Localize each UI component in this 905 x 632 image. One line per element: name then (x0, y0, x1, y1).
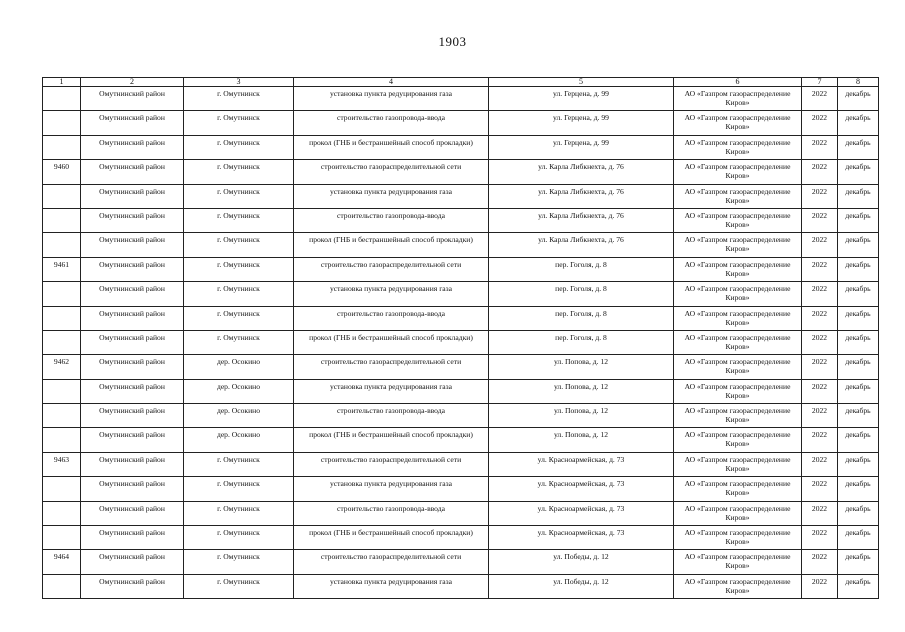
year-cell: 2022 (802, 526, 838, 550)
settlement-cell: г. Омутнинск (184, 135, 294, 159)
work-type-cell: установка пункта редуцирования газа (294, 282, 489, 306)
address-cell: ул. Попова, д. 12 (489, 404, 674, 428)
organization-cell: АО «Газпром газораспределение Киров» (674, 574, 802, 598)
month-cell: декабрь (838, 233, 879, 257)
work-type-cell: прокол (ГНБ и бестраншейный способ прокладки) (294, 428, 489, 452)
address-cell: ул. Победы, д. 12 (489, 550, 674, 574)
table-row (43, 574, 879, 598)
district-cell: Омутнинский район (81, 477, 184, 501)
district-cell: Омутнинский район (81, 111, 184, 135)
district-cell: Омутнинский район (81, 87, 184, 111)
address-cell: ул. Карла Либкнехта, д. 76 (489, 233, 674, 257)
month-cell: декабрь (838, 452, 879, 476)
work-type-cell: прокол (ГНБ и бестраншейный способ прокладки) (294, 526, 489, 550)
row-number-cell (43, 404, 81, 428)
address-cell: ул. Победы, д. 12 (489, 574, 674, 598)
settlement-cell: г. Омутнинск (184, 208, 294, 232)
organization-cell: АО «Газпром газораспределение Киров» (674, 501, 802, 525)
row-number-cell: 9464 (43, 550, 81, 574)
organization-cell: АО «Газпром газораспределение Киров» (674, 550, 802, 574)
table-row (43, 452, 879, 476)
work-type-cell: строительство газораспределительной сети (294, 550, 489, 574)
district-cell: Омутнинский район (81, 452, 184, 476)
table-row (43, 306, 879, 330)
work-type-cell: прокол (ГНБ и бестраншейный способ прокладки) (294, 330, 489, 354)
settlement-cell: г. Омутнинск (184, 330, 294, 354)
settlement-cell: г. Омутнинск (184, 452, 294, 476)
district-cell: Омутнинский район (81, 550, 184, 574)
page-number: 1903 (438, 34, 467, 49)
year-cell: 2022 (802, 233, 838, 257)
month-cell: декабрь (838, 404, 879, 428)
settlement-cell: дер. Осокино (184, 355, 294, 379)
column-header-7: 7 (802, 78, 838, 87)
district-cell: Омутнинский район (81, 428, 184, 452)
column-header-1: 1 (43, 78, 81, 87)
address-cell: ул. Красноармейская, д. 73 (489, 526, 674, 550)
address-cell: ул. Карла Либкнехта, д. 76 (489, 184, 674, 208)
column-header-8: 8 (838, 78, 879, 87)
table-row (43, 550, 879, 574)
row-number-cell (43, 330, 81, 354)
work-type-cell: строительство газораспределительной сети (294, 160, 489, 184)
row-number-cell (43, 208, 81, 232)
month-cell: декабрь (838, 184, 879, 208)
settlement-cell: дер. Осокино (184, 379, 294, 403)
month-cell: декабрь (838, 501, 879, 525)
year-cell: 2022 (802, 282, 838, 306)
settlement-cell: г. Омутнинск (184, 257, 294, 281)
month-cell: декабрь (838, 550, 879, 574)
settlement-cell: г. Омутнинск (184, 550, 294, 574)
organization-cell: АО «Газпром газораспределение Киров» (674, 306, 802, 330)
settlement-cell: г. Омутнинск (184, 574, 294, 598)
table-row (43, 501, 879, 525)
address-cell: ул. Попова, д. 12 (489, 428, 674, 452)
settlement-cell: г. Омутнинск (184, 526, 294, 550)
work-type-cell: прокол (ГНБ и бестраншейный способ прокладки) (294, 135, 489, 159)
month-cell: декабрь (838, 306, 879, 330)
work-type-cell: установка пункта редуцирования газа (294, 87, 489, 111)
table-row (43, 428, 879, 452)
year-cell: 2022 (802, 355, 838, 379)
work-type-cell: установка пункта редуцирования газа (294, 574, 489, 598)
district-cell: Омутнинский район (81, 135, 184, 159)
month-cell: декабрь (838, 379, 879, 403)
district-cell: Омутнинский район (81, 355, 184, 379)
settlement-cell: г. Омутнинск (184, 111, 294, 135)
row-number-cell: 9460 (43, 160, 81, 184)
column-header-2: 2 (81, 78, 184, 87)
organization-cell: АО «Газпром газораспределение Киров» (674, 526, 802, 550)
month-cell: декабрь (838, 355, 879, 379)
address-cell: ул. Красноармейская, д. 73 (489, 452, 674, 476)
work-type-cell: строительство газопровода-ввода (294, 306, 489, 330)
year-cell: 2022 (802, 87, 838, 111)
month-cell: декабрь (838, 160, 879, 184)
organization-cell: АО «Газпром газораспределение Киров» (674, 208, 802, 232)
month-cell: декабрь (838, 477, 879, 501)
work-type-cell: строительство газопровода-ввода (294, 111, 489, 135)
organization-cell: АО «Газпром газораспределение Киров» (674, 452, 802, 476)
month-cell: декабрь (838, 135, 879, 159)
row-number-cell (43, 379, 81, 403)
district-cell: Омутнинский район (81, 526, 184, 550)
table-row (43, 184, 879, 208)
row-number-cell (43, 282, 81, 306)
organization-cell: АО «Газпром газораспределение Киров» (674, 233, 802, 257)
organization-cell: АО «Газпром газораспределение Киров» (674, 477, 802, 501)
year-cell: 2022 (802, 379, 838, 403)
district-cell: Омутнинский район (81, 282, 184, 306)
district-cell: Омутнинский район (81, 257, 184, 281)
year-cell: 2022 (802, 550, 838, 574)
organization-cell: АО «Газпром газораспределение Киров» (674, 282, 802, 306)
year-cell: 2022 (802, 111, 838, 135)
address-cell: пер. Гоголя, д. 8 (489, 330, 674, 354)
district-cell: Омутнинский район (81, 208, 184, 232)
year-cell: 2022 (802, 257, 838, 281)
address-cell: ул. Красноармейская, д. 73 (489, 477, 674, 501)
year-cell: 2022 (802, 404, 838, 428)
work-type-cell: строительство газопровода-ввода (294, 404, 489, 428)
organization-cell: АО «Газпром газораспределение Киров» (674, 257, 802, 281)
month-cell: декабрь (838, 87, 879, 111)
settlement-cell: г. Омутнинск (184, 160, 294, 184)
address-cell: ул. Карла Либкнехта, д. 76 (489, 208, 674, 232)
table-row (43, 135, 879, 159)
district-cell: Омутнинский район (81, 160, 184, 184)
organization-cell: АО «Газпром газораспределение Киров» (674, 379, 802, 403)
organization-cell: АО «Газпром газораспределение Киров» (674, 355, 802, 379)
organization-cell: АО «Газпром газораспределение Киров» (674, 330, 802, 354)
organization-cell: АО «Газпром газораспределение Киров» (674, 160, 802, 184)
table-row (43, 404, 879, 428)
organization-cell: АО «Газпром газораспределение Киров» (674, 111, 802, 135)
year-cell: 2022 (802, 184, 838, 208)
row-number-cell (43, 306, 81, 330)
address-cell: ул. Герцена, д. 99 (489, 135, 674, 159)
table-row (43, 111, 879, 135)
row-number-cell (43, 428, 81, 452)
month-cell: декабрь (838, 111, 879, 135)
address-cell: ул. Попова, д. 12 (489, 355, 674, 379)
column-header-3: 3 (184, 78, 294, 87)
table-row (43, 160, 879, 184)
table-row (43, 87, 879, 111)
work-type-cell: установка пункта редуцирования газа (294, 379, 489, 403)
year-cell: 2022 (802, 477, 838, 501)
work-type-cell: строительство газораспределительной сети (294, 257, 489, 281)
year-cell: 2022 (802, 574, 838, 598)
table-row (43, 355, 879, 379)
table-row (43, 208, 879, 232)
year-cell: 2022 (802, 501, 838, 525)
row-number-cell (43, 574, 81, 598)
district-cell: Омутнинский район (81, 379, 184, 403)
organization-cell: АО «Газпром газораспределение Киров» (674, 428, 802, 452)
month-cell: декабрь (838, 526, 879, 550)
column-header-4: 4 (294, 78, 489, 87)
address-cell: пер. Гоголя, д. 8 (489, 282, 674, 306)
gas-works-table (42, 77, 879, 599)
settlement-cell: г. Омутнинск (184, 87, 294, 111)
address-cell: пер. Гоголя, д. 8 (489, 306, 674, 330)
row-number-cell: 9462 (43, 355, 81, 379)
district-cell: Омутнинский район (81, 501, 184, 525)
row-number-cell (43, 526, 81, 550)
month-cell: декабрь (838, 208, 879, 232)
settlement-cell: г. Омутнинск (184, 282, 294, 306)
table-row (43, 282, 879, 306)
work-type-cell: строительство газораспределительной сети (294, 355, 489, 379)
header-row (43, 78, 879, 87)
settlement-cell: г. Омутнинск (184, 233, 294, 257)
month-cell: декабрь (838, 330, 879, 354)
address-cell: ул. Красноармейская, д. 73 (489, 501, 674, 525)
month-cell: декабрь (838, 574, 879, 598)
district-cell: Омутнинский район (81, 574, 184, 598)
district-cell: Омутнинский район (81, 306, 184, 330)
row-number-cell (43, 501, 81, 525)
work-type-cell: установка пункта редуцирования газа (294, 184, 489, 208)
settlement-cell: дер. Осокино (184, 428, 294, 452)
settlement-cell: г. Омутнинск (184, 184, 294, 208)
row-number-cell (43, 184, 81, 208)
table-row (43, 233, 879, 257)
organization-cell: АО «Газпром газораспределение Киров» (674, 184, 802, 208)
month-cell: декабрь (838, 282, 879, 306)
table-body (43, 87, 879, 599)
column-header-6: 6 (674, 78, 802, 87)
settlement-cell: г. Омутнинск (184, 501, 294, 525)
district-cell: Омутнинский район (81, 404, 184, 428)
address-cell: ул. Попова, д. 12 (489, 379, 674, 403)
address-cell: ул. Карла Либкнехта, д. 76 (489, 160, 674, 184)
district-cell: Омутнинский район (81, 330, 184, 354)
settlement-cell: г. Омутнинск (184, 306, 294, 330)
year-cell: 2022 (802, 160, 838, 184)
year-cell: 2022 (802, 452, 838, 476)
row-number-cell (43, 233, 81, 257)
row-number-cell: 9463 (43, 452, 81, 476)
table-row (43, 477, 879, 501)
year-cell: 2022 (802, 135, 838, 159)
address-cell: пер. Гоголя, д. 8 (489, 257, 674, 281)
year-cell: 2022 (802, 306, 838, 330)
row-number-cell (43, 135, 81, 159)
table-row (43, 379, 879, 403)
row-number-cell (43, 477, 81, 501)
district-cell: Омутнинский район (81, 233, 184, 257)
work-type-cell: установка пункта редуцирования газа (294, 477, 489, 501)
work-type-cell: строительство газопровода-ввода (294, 208, 489, 232)
year-cell: 2022 (802, 208, 838, 232)
work-type-cell: строительство газопровода-ввода (294, 501, 489, 525)
settlement-cell: г. Омутнинск (184, 477, 294, 501)
table-row (43, 257, 879, 281)
table-row (43, 526, 879, 550)
table-row (43, 330, 879, 354)
year-cell: 2022 (802, 330, 838, 354)
column-header-5: 5 (489, 78, 674, 87)
organization-cell: АО «Газпром газораспределение Киров» (674, 404, 802, 428)
address-cell: ул. Герцена, д. 99 (489, 87, 674, 111)
row-number-cell: 9461 (43, 257, 81, 281)
year-cell: 2022 (802, 428, 838, 452)
row-number-cell (43, 87, 81, 111)
address-cell: ул. Герцена, д. 99 (489, 111, 674, 135)
month-cell: декабрь (838, 257, 879, 281)
row-number-cell (43, 111, 81, 135)
organization-cell: АО «Газпром газораспределение Киров» (674, 87, 802, 111)
settlement-cell: дер. Осокино (184, 404, 294, 428)
work-type-cell: строительство газораспределительной сети (294, 452, 489, 476)
organization-cell: АО «Газпром газораспределение Киров» (674, 135, 802, 159)
month-cell: декабрь (838, 428, 879, 452)
district-cell: Омутнинский район (81, 184, 184, 208)
work-type-cell: прокол (ГНБ и бестраншейный способ прокладки) (294, 233, 489, 257)
